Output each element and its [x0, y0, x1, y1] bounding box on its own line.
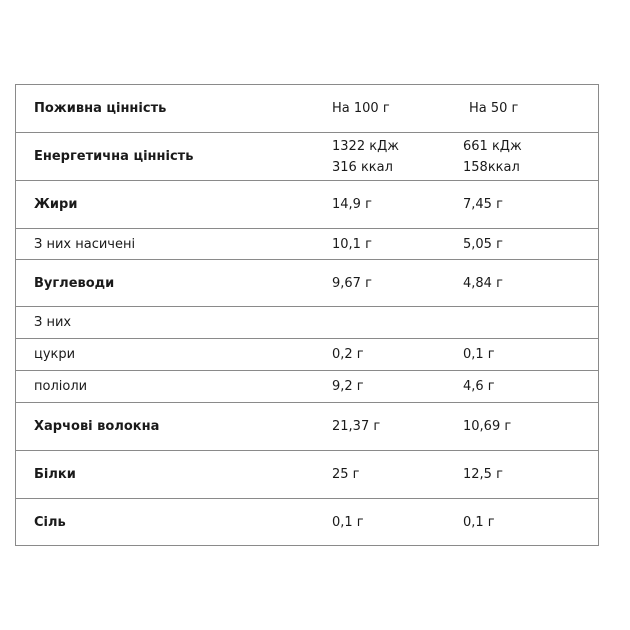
header-per-100g: На 100 г	[332, 101, 390, 116]
energy-kj-100g: 1322 кДж	[332, 138, 399, 154]
row-label: Харчові волокна	[34, 419, 160, 434]
row-value-100g: 0,1 г	[332, 514, 364, 530]
header-label: Поживна цінність	[34, 101, 167, 116]
table-row-energy	[16, 132, 598, 180]
row-value-50g: 10,69 г	[463, 419, 512, 434]
row-value-100g	[332, 133, 463, 180]
row-label: Сіль	[34, 514, 66, 530]
row-label: Енергетична цінність	[34, 149, 194, 164]
row-label: Білки	[34, 467, 76, 482]
row-value-50g: 5,05 г	[463, 236, 503, 252]
table-row-sugars	[16, 338, 598, 370]
row-value-50g: 0,1 г	[463, 514, 495, 530]
row-value-50g: 4,6 г	[463, 379, 495, 394]
row-value-50g: 12,5 г	[463, 467, 503, 482]
table-row-fiber	[16, 402, 598, 450]
table-row-carbohydrates	[16, 259, 598, 306]
energy-kcal-100g: 316 ккал	[332, 159, 393, 175]
row-value-100g	[332, 307, 463, 338]
energy-kcal-50g: 158ккал	[463, 159, 520, 175]
table-header-row	[16, 85, 598, 132]
table-row-of-which	[16, 306, 598, 338]
nutrition-table	[15, 84, 599, 546]
table-row-saturated	[16, 228, 598, 259]
row-label: цукри	[34, 347, 76, 362]
row-value-50g: 4,84 г	[463, 275, 503, 291]
row-value-50g	[463, 307, 598, 338]
table-row-polyols	[16, 370, 598, 402]
row-value-100g: 9,67 г	[332, 275, 372, 291]
row-label: поліоли	[34, 379, 88, 394]
header-per-50g: На 50 г	[469, 101, 519, 116]
table-row-salt	[16, 498, 598, 545]
row-value-100g: 9,2 г	[332, 379, 364, 394]
row-value-100g: 0,2 г	[332, 347, 364, 362]
row-value-50g: 0,1 г	[463, 347, 495, 362]
table-row-protein	[16, 450, 598, 498]
row-label: Жири	[34, 197, 78, 212]
row-label: Вуглеводи	[34, 275, 115, 291]
row-value-100g: 21,37 г	[332, 419, 381, 434]
row-value-100g: 10,1 г	[332, 236, 372, 252]
table-row-fats	[16, 180, 598, 228]
row-value-50g: 7,45 г	[463, 197, 503, 212]
row-label: З них насичені	[34, 236, 136, 252]
row-label: З них	[34, 315, 72, 330]
row-value-100g: 25 г	[332, 467, 360, 482]
energy-kj-50g: 661 кДж	[463, 138, 522, 154]
row-value-50g	[463, 133, 598, 180]
row-value-100g: 14,9 г	[332, 197, 372, 212]
